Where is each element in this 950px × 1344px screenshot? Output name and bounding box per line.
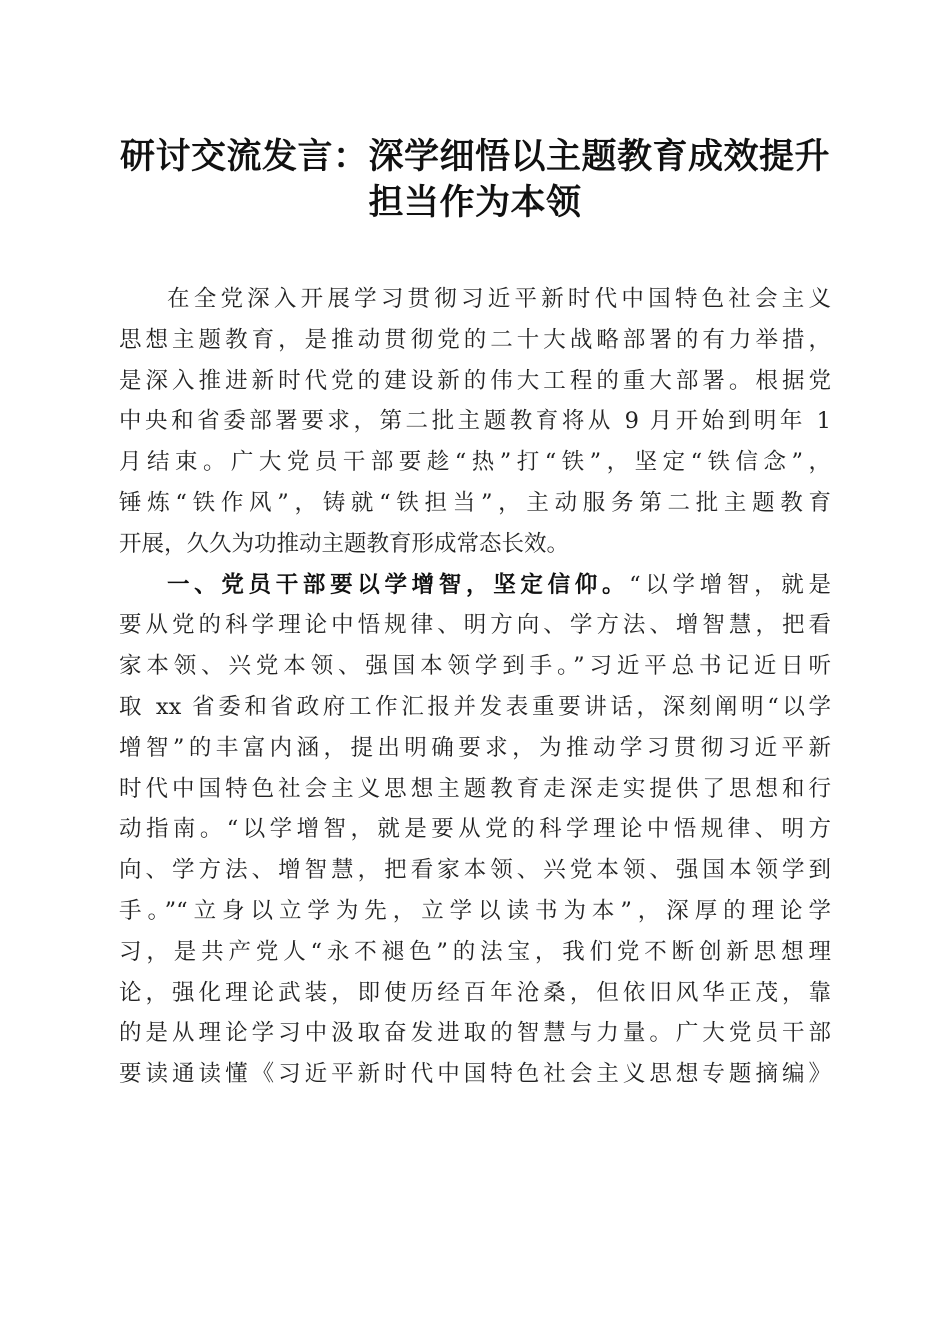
title-line-2: 担当作为本领 [368, 182, 582, 223]
text-line: 家本领、兴党本领、强国本领学到手。”习近平总书记近日听 [119, 653, 831, 680]
section-heading: 一、党员干部要以学增智，坚定信仰。 [167, 571, 630, 598]
text-line: 增智”的丰富内涵，提出明确要求，为推动学习贯彻习近平新 [119, 734, 831, 761]
text-run: “以学增智，就是 [629, 571, 831, 598]
text-line: 开展，久久为功推动主题教育形成常态长效。 [119, 530, 570, 557]
text-line: 是深入推进新时代党的建设新的伟大工程的重大部署。根据党 [119, 367, 831, 394]
title-line-1: 研讨交流发言：深学细悟以主题教育成效提升 [119, 136, 830, 177]
document-title [100, 134, 850, 226]
text-line: 中央和省委部署要求，第二批主题教育将从 9 月开始到明年 1 [119, 408, 831, 435]
text-line: 手。”“立身以立学为先，立学以读书为本”，深厚的理论学 [119, 897, 831, 924]
text-line: 的是从理论学习中汲取奋发进取的智慧与力量。广大党员干部 [119, 1020, 831, 1047]
text-line: 要从党的科学理论中悟规律、明方向、学方法、增智慧，把看 [119, 612, 831, 639]
document-body [119, 279, 831, 1095]
text-line: 论，强化理论武装，即使历经百年沧桑，但依旧风华正茂，靠 [119, 979, 831, 1006]
text-line: 月结束。广大党员干部要趁“热”打“铁”，坚定“铁信念”， [119, 449, 831, 476]
paragraph-section-1 [119, 565, 831, 1095]
text-line: 向、学方法、增智慧，把看家本领、兴党本领、强国本领学到 [119, 857, 831, 884]
text-line: 锤炼“铁作风”，铸就“铁担当”，主动服务第二批主题教育 [119, 489, 831, 516]
text-line: 思想主题教育，是推动贯彻党的二十大战略部署的有力举措， [119, 326, 831, 353]
text-line: 动指南。“以学增智，就是要从党的科学理论中悟规律、明方 [119, 816, 831, 843]
text-line: 取 xx 省委和省政府工作汇报并发表重要讲话，深刻阐明“以学 [119, 693, 831, 720]
text-line-first [119, 565, 831, 606]
text-line: 时代中国特色社会主义思想主题教育走深走实提供了思想和行 [119, 775, 831, 802]
paragraph-intro [119, 279, 831, 565]
text-line: 要读通读懂《习近平新时代中国特色社会主义思想专题摘编》 [119, 1061, 831, 1088]
text-line: 在全党深入开展学习贯彻习近平新时代中国特色社会主义 [167, 286, 831, 312]
text-line: 习，是共产党人“永不褪色”的法宝，我们党不断创新思想理 [119, 938, 831, 965]
